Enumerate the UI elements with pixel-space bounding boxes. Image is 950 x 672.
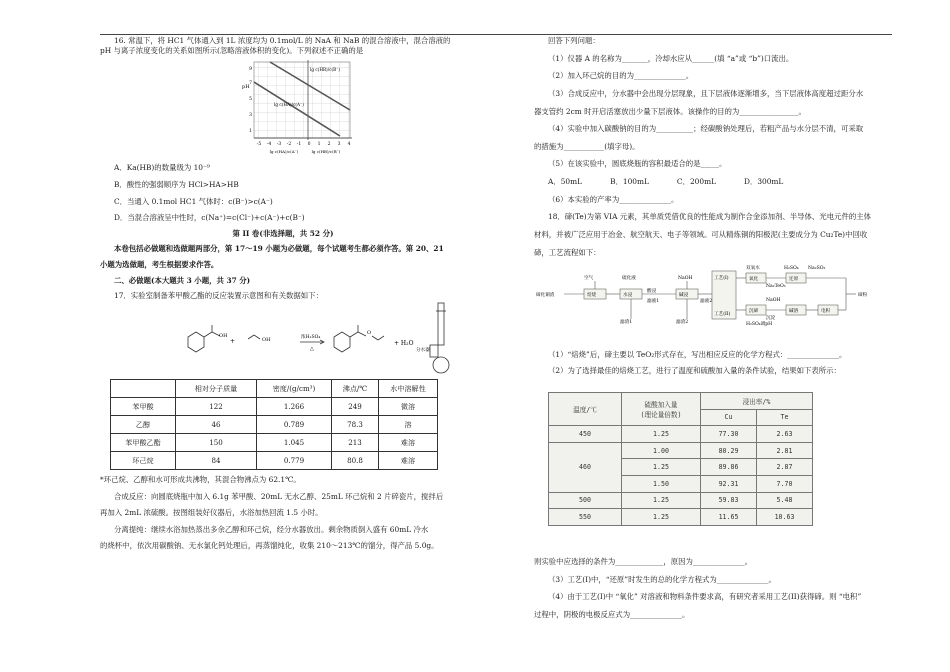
graph-plot-area: [254, 62, 350, 138]
table-cell: 92.31: [701, 475, 757, 492]
xtick: -2: [286, 142, 292, 148]
q18-sub4-cont: 过程中，阴极的电极反应式为______________。: [534, 609, 690, 619]
water-separator: [430, 345, 438, 357]
table-cell: 150: [176, 433, 257, 451]
ytick: 9: [249, 67, 252, 73]
table-cell: 1.25: [622, 492, 701, 509]
flow-residue2: 滤渣2: [676, 320, 689, 326]
flow-leach: 水浸: [623, 293, 633, 299]
flow-craft1: 工艺(I): [714, 276, 729, 282]
q17-data-table: [110, 379, 438, 470]
q16-stem: 16. 常温下，将 HC1 气体通入到 1L 浓度均为 0.1mol/L 的 NaA 和 NaB 的混合溶液中，混合溶液的: [114, 36, 451, 45]
q17-sub5: （5）在该实验中，圆底烧瓶的容积最适合的是_____。: [548, 159, 727, 169]
apparatus-label: 分水器: [416, 347, 430, 353]
xtick: 0: [307, 142, 311, 148]
q18-sub2-answer: 则实验中应选择的条件为_____________，原因为______________。: [534, 557, 753, 566]
flow-craft2: 工艺(II): [714, 312, 731, 318]
table-header-cell: 温度/℃: [549, 393, 622, 426]
q18-sub4: （4）由于工艺(I)中 “氧化” 对溶液和物料条件要求高，有研究者采用工艺(II)获得碲。则 “电积”: [548, 592, 862, 602]
ytick: 3: [249, 113, 252, 119]
q17-sub4-cont: 的措施为___________(填字母)。: [534, 141, 640, 151]
flow-residue1: 滤渣1: [620, 320, 633, 326]
table-cell: 213: [332, 433, 379, 451]
reagent-h2so4-ph: H₂SO₄调pH: [746, 322, 773, 328]
table-cell: 难溶: [379, 451, 438, 469]
flow-product: 碲粉: [858, 293, 868, 299]
xtick: 1: [317, 142, 321, 148]
reagent-h2o2: 双氧水: [746, 266, 760, 272]
table-header-cell: 浸出率/%: [701, 393, 813, 410]
table-cell: 249: [332, 397, 379, 415]
reagent-naoh: NaOH: [678, 276, 693, 282]
table-header-cell: [111, 379, 176, 397]
table-header-cell: Te: [757, 409, 813, 426]
q16-stem-2: pH 与离子浓度变化的关系如图所示(忽略溶液体积的变化)。下列叙述不正确的是: [100, 45, 364, 55]
table-cell: 80.8: [332, 451, 379, 469]
table-cell: 7.70: [757, 475, 813, 492]
table-cell: 2.63: [757, 426, 813, 443]
q17-separation: 分离提纯：继续水浴加热蒸出多余乙醇和环己烷，经分水器放出。剩余物质倒入盛有 60mL 冷水: [114, 524, 429, 534]
reagent-precip: 沉淀: [766, 316, 776, 322]
table-header-cell: 密度/(g/cm³): [257, 379, 332, 397]
reagent-h2so4: H₂SO₄: [784, 266, 799, 272]
curve-hb-label: lg c(HB)/c(B⁻): [310, 67, 341, 73]
table-cell: 0.779: [257, 451, 332, 469]
table-cell: 苯甲酸乙酯: [111, 433, 176, 451]
table-row: [549, 442, 813, 459]
plus-sign: +: [230, 337, 236, 345]
option-d: D．300mL: [744, 177, 784, 186]
table-cell: 78.3: [332, 415, 379, 433]
option-a: A．50mL: [548, 177, 583, 186]
curve-ha-label: lg c(HA)/c(A⁻): [274, 102, 304, 108]
header-line: (理论量倍数): [640, 411, 682, 420]
table-cell: 122: [176, 397, 257, 415]
table-cell: 5.48: [757, 492, 813, 509]
table-cell: 450: [549, 426, 622, 443]
graph-xlabel-2: lg c(HB)/c(B⁻): [311, 149, 341, 155]
ytick: 1: [249, 129, 252, 135]
table-cell: 1.25: [622, 426, 701, 443]
xtick: 2: [327, 142, 331, 148]
table-cell: 1.25: [622, 509, 701, 526]
ytick: 7: [249, 81, 252, 87]
benzene-ring-1: [188, 332, 204, 352]
q18-stem-2: 材料，并被广泛应用于冶金、航空航天、电子等领域。可从精炼铜的阳极泥(主要成分为 Cu₂Te)中回收: [534, 229, 868, 239]
right-column-bottom: [534, 557, 892, 620]
condenser: [438, 303, 444, 345]
answer-intro: 回答下列问题：: [548, 36, 600, 45]
xtick: 4: [347, 142, 351, 148]
table-cell: 46: [176, 415, 257, 433]
table-cell: 550: [549, 509, 622, 526]
table-row: [111, 433, 438, 451]
xtick: -4: [266, 142, 272, 148]
table-row: [549, 492, 813, 509]
table-cell: 0.789: [257, 415, 332, 433]
xtick: -5: [256, 142, 262, 148]
reagent-acid: 硫化液: [622, 276, 636, 282]
svg-text:OH: OH: [219, 332, 228, 339]
q17-sub6: （6）本实验的产率为______________。: [548, 194, 679, 204]
graph-ylabel: pH: [242, 84, 250, 91]
table-header-cell: 相对分子质量: [176, 379, 257, 397]
header-line: 硫酸加入量: [644, 401, 678, 410]
table-cell: 2.81: [757, 442, 813, 459]
table-row: [111, 415, 438, 433]
q17-separation-2: 的烧杯中，依次用碳酸钠、无水氯化钙处理后，再蒸馏纯化，收集 210～213℃的馏分，得产品 5.0g。: [100, 541, 439, 551]
q17-sub5-options: [534, 177, 892, 187]
q17-sub3: （3）合成反应中，分水器中会出现分层现象，且下层液体逐渐增多，当下层液体高度超过距分水: [548, 88, 864, 98]
q16-option-b: B．酸性的强弱顺序为 HCl>HA>HB: [114, 179, 239, 189]
table-row: [549, 426, 813, 443]
q17-stem: 17．实验室制备苯甲酸乙酯的反应装置示意图和有关数据如下：: [114, 291, 323, 301]
q17-synthesis: 合成反应：向圆底烧瓶中加入 6.1g 苯甲酸、20mL 无水乙醇、25mL 环己烷和 2 片碎瓷片，搅拌后: [114, 491, 444, 501]
q16-option-c: C．当通入 0.1mol HC1 气体时：c(B⁻)>c(A⁻): [114, 196, 273, 206]
table-cell: 1.50: [622, 475, 701, 492]
reagent-na2so3: Na₂SO₃: [808, 266, 826, 272]
flow-filtrate1: 滤液1: [647, 299, 660, 305]
table-cell: 89.86: [701, 459, 757, 476]
right-column: [534, 36, 892, 375]
flow-acid: 酸浸: [647, 289, 657, 295]
left-column: [100, 36, 466, 551]
q17-synthesis-2: 再加入 2mL 浓硫酸。按图组装好仪器后，水浴加热回流 1.5 小时。: [100, 508, 323, 518]
q18-sub1: （1）“焙烧”后，碲主要以 TeO₂形式存在，写出相应反应的化学方程式：______________。: [548, 350, 847, 360]
q18-leach-table: [548, 392, 813, 526]
table-cell: 乙醇: [111, 415, 176, 433]
table-cell: 苯甲酸: [111, 397, 176, 415]
table-cell: 11.65: [701, 509, 757, 526]
flow-dissolve: 碱溶: [789, 309, 799, 315]
table-row: [111, 451, 438, 469]
table-cell: 460: [549, 442, 622, 492]
reagent-naoh2: NaOH: [766, 298, 781, 304]
svg-text:O: O: [367, 329, 372, 336]
ytick: 5: [249, 97, 252, 103]
q17-reaction-figure: [100, 301, 466, 375]
table-cell: 溶: [379, 415, 438, 433]
xtick: -1: [296, 142, 302, 148]
table-header-cell: Cu: [701, 409, 757, 426]
q17-sub1: （1）仪器 A 的名称为_______，冷却水应从______(填 “a”或 “b”)口流出。: [548, 53, 794, 63]
graph-xlabel-1: lg c(HA)/c(A⁻): [269, 149, 299, 155]
table-cell: 1.25: [622, 459, 701, 476]
part2-note-2: 小题为选做题，考生根据要求作答。: [100, 260, 219, 269]
table-cell: 84: [176, 451, 257, 469]
flow-roast: 焙烧: [587, 293, 597, 299]
table-cell: 59.83: [701, 492, 757, 509]
reagent-label: 浓H₂SO₄: [301, 334, 321, 340]
q16-graph: [240, 58, 360, 160]
reagent-na2teo3: Na₂TeO₃: [766, 284, 786, 290]
table-header-row: [111, 379, 438, 397]
table-cell: 2.87: [757, 459, 813, 476]
option-b: B．100mL: [610, 177, 649, 186]
table-row: [549, 509, 813, 526]
table-header-row: [549, 393, 813, 410]
table-cell: 微溶: [379, 397, 438, 415]
table-cell: 80.29: [701, 442, 757, 459]
ph-graph-svg: [240, 58, 360, 160]
xtick: 3: [337, 142, 341, 148]
q17-note: *环己烷、乙醇和水可形成共沸物，其混合物沸点为 62.1℃。: [100, 474, 301, 484]
q16-option-a: A．Ka(HB)的数量级为 10⁻⁹: [114, 163, 210, 173]
table-cell: 1.266: [257, 397, 332, 415]
benzene-ring-2: [334, 332, 350, 352]
q18-stem: 18．碲(Te)为第 VIA 元素，其单质凭借优良的性能成为制作合金添加剂、半导体、光电元件的主体: [548, 212, 872, 222]
svg-text:OH: OH: [262, 336, 271, 343]
flow-electro: 电积: [821, 309, 831, 315]
table-cell: 1.045: [257, 433, 332, 451]
table-cell: 1.00: [622, 442, 701, 459]
table-row: [111, 397, 438, 415]
condition-label: △: [310, 345, 314, 352]
table-header-cell: 水中溶解性: [379, 379, 438, 397]
section-heading: 二、必做题(本大题共 3 小题，共 37 分): [114, 275, 251, 285]
reagent-air: 空气: [584, 276, 594, 282]
table-cell: 77.30: [701, 426, 757, 443]
q18-flowchart: [534, 261, 892, 343]
flow-oxid: 氧化: [749, 277, 759, 283]
table-header-cell: 沸点/℃: [332, 379, 379, 397]
q17-sub4: （4）实验中加入碳酸钠的目的为__________；经碳酸钠处理后，若粗产品与水分层不清，可采取: [548, 124, 864, 134]
flow-filtrate2: 滤液2: [700, 299, 713, 305]
q18-stem-3: 碲，工艺流程如下：: [534, 247, 601, 257]
xtick: -3: [276, 142, 282, 148]
flow-start: 碲化铜渣: [536, 293, 555, 299]
water-product: + H₂O: [394, 339, 414, 347]
table-header-cell: [622, 393, 701, 426]
q18-sub3: （3）工艺(I)中，“还原”时发生的总的化学方程式为______________。: [548, 574, 776, 584]
reaction-scheme-svg: [100, 301, 466, 375]
part2-note: 本卷包括必做题和选做题两部分，第 17～19 小题为必做题，每个试题考生都必须作答。第 20、21: [114, 244, 444, 254]
page-top-rule: [100, 34, 892, 35]
table-cell: 难溶: [379, 433, 438, 451]
option-c: C．200mL: [676, 177, 716, 186]
part2-title: 第 II 卷(非选择题，共 52 分): [232, 228, 334, 238]
q18-sub2: （2）为了选择最佳的焙烧工艺，进行了温度和硫酸加入量的条件试验，结果如下表所示：: [548, 365, 841, 375]
q17-sub3-cont: 器支管约 2cm 时开启活塞放出少量下层液体。该操作的目的为________________。: [534, 106, 806, 116]
q16-option-d: D．当混合溶液呈中性时，c(Na⁺)=c(Cl⁻)+c(A⁻)+c(B⁻): [114, 213, 305, 223]
q17-sub2: （2）加入环己烷的目的为______________。: [548, 71, 694, 81]
flow-redu: 还原: [789, 277, 799, 283]
flowchart-svg: [534, 261, 892, 343]
flow-alkali: 碱浸: [679, 293, 689, 299]
table-cell: 10.63: [757, 509, 813, 526]
flow-precip: 沉碲: [749, 309, 759, 315]
table-cell: 环己烷: [111, 451, 176, 469]
round-bottom-flask: [433, 357, 449, 373]
table-cell: 500: [549, 492, 622, 509]
